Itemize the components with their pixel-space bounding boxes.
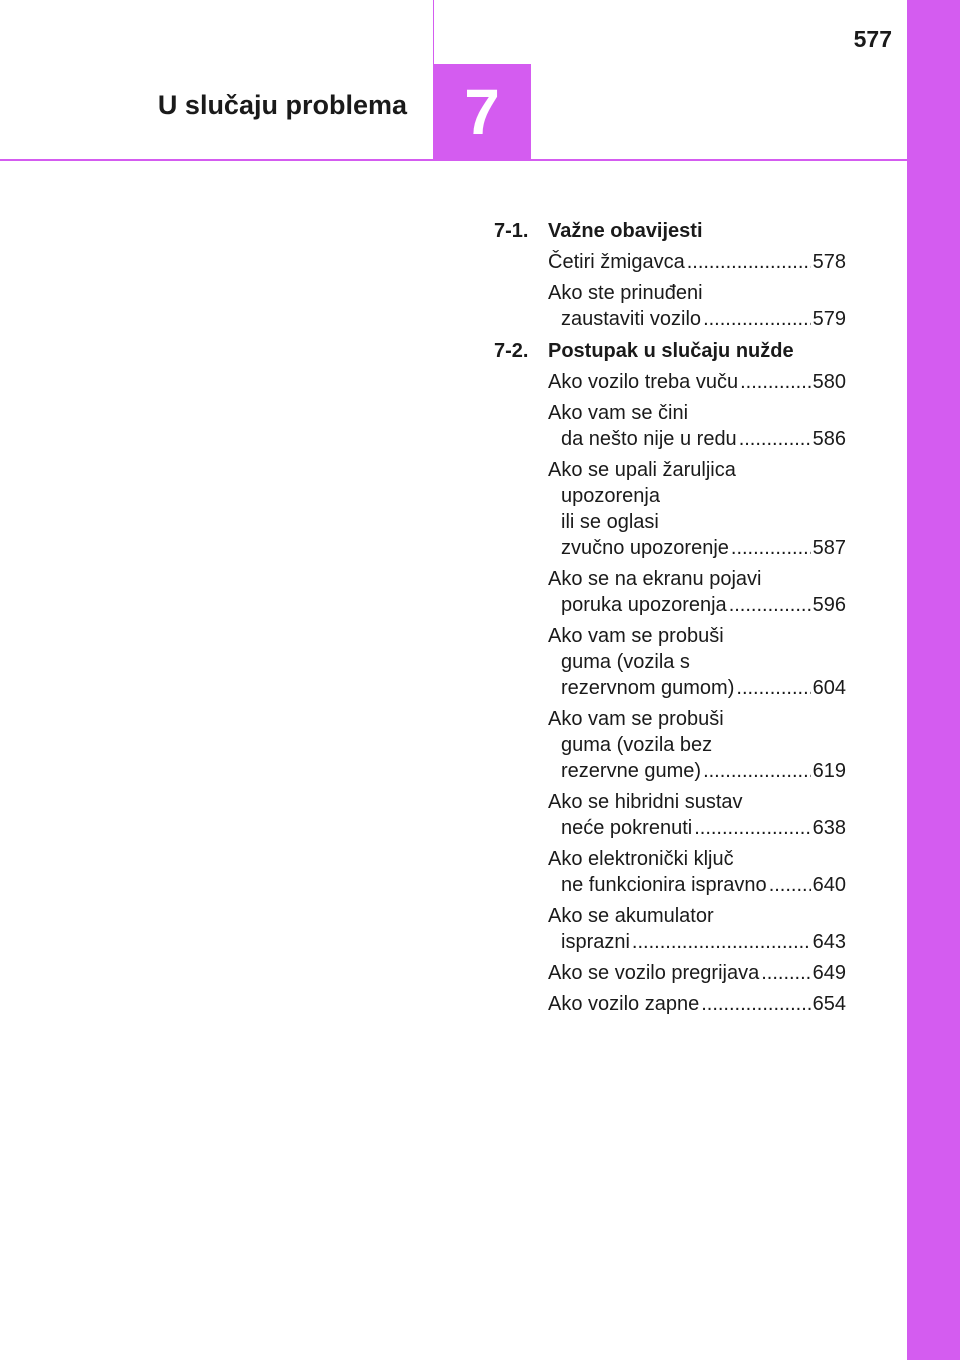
- toc-entry-line: [548, 929, 846, 955]
- toc-entry-page: 586: [812, 428, 846, 450]
- toc-entry[interactable]: [548, 903, 846, 955]
- toc-entry-page: 604: [812, 677, 846, 699]
- toc-leader-dots: [739, 426, 811, 452]
- toc-entry-page: 579: [812, 308, 846, 330]
- toc-entry-line: [548, 815, 846, 841]
- toc-entry[interactable]: [548, 249, 846, 275]
- toc-entry-text: Ako vam se čini: [548, 402, 689, 424]
- toc-entry[interactable]: [548, 400, 846, 452]
- toc-section: [494, 338, 846, 1017]
- toc-entry-line: [548, 249, 846, 275]
- header-divider: [433, 0, 434, 64]
- toc-entry-page: 643: [812, 931, 846, 953]
- toc-entry-text: Ako vam se probuši: [548, 708, 724, 730]
- toc-entry-page: 654: [812, 993, 846, 1015]
- toc-entry-line: [548, 400, 846, 426]
- toc-section-title: Postupak u slučaju nužde: [548, 340, 794, 362]
- toc-entry[interactable]: [548, 789, 846, 841]
- toc-entry[interactable]: [548, 991, 846, 1017]
- toc-entry-text: Ako ste prinuđeni: [548, 282, 703, 304]
- toc-leader-dots: [769, 872, 811, 898]
- toc-entry-page: 619: [812, 760, 846, 782]
- toc-section-heading: [494, 338, 846, 364]
- table-of-contents: [494, 218, 846, 1023]
- watermark: carmanualsonline.info: [645, 1324, 850, 1347]
- toc-leader-dots: [731, 535, 811, 561]
- toc-entry[interactable]: [548, 846, 846, 898]
- toc-leader-dots: [687, 249, 811, 275]
- toc-leader-dots: [736, 675, 810, 701]
- toc-entry[interactable]: [548, 623, 846, 701]
- toc-entry[interactable]: [548, 369, 846, 395]
- toc-entry-page: 596: [812, 594, 846, 616]
- toc-entry-text: rezervnom gumom): [561, 677, 735, 699]
- toc-section-title: Važne obavijesti: [548, 220, 703, 242]
- toc-entry-line: [548, 846, 846, 872]
- toc-entry[interactable]: [548, 706, 846, 784]
- chapter-title: U slučaju problema: [157, 90, 407, 120]
- toc-entry-line: [548, 566, 846, 592]
- toc-entry-page: 640: [812, 874, 846, 896]
- toc-entry[interactable]: [548, 960, 846, 986]
- toc-entry-text: zaustaviti vozilo: [561, 308, 702, 330]
- toc-entry-text: rezervne gume): [561, 760, 702, 782]
- toc-entry-text: ne funkcionira ispravno: [561, 874, 767, 896]
- toc-entry[interactable]: [548, 280, 846, 332]
- toc-entry-text: neće pokrenuti: [561, 817, 693, 839]
- toc-entry-text: Ako se na ekranu pojavi: [548, 568, 762, 590]
- toc-entry-line: [548, 706, 846, 732]
- toc-entry-text: zvučno upozorenje: [561, 537, 729, 559]
- toc-entry-text: Ako se vozilo pregrijava: [548, 962, 760, 984]
- toc-entry-line: [548, 280, 846, 306]
- toc-entry-text: guma (vozila bez: [561, 734, 713, 756]
- toc-entry-text: Ako se upali žaruljica: [548, 459, 736, 481]
- toc-leader-dots: [703, 306, 811, 332]
- toc-entry-line: [548, 509, 846, 535]
- toc-entry-line: [548, 426, 846, 452]
- toc-entry-page: 580: [812, 371, 846, 393]
- toc-entry-text: Ako vozilo treba vuču: [548, 371, 739, 393]
- toc-leader-dots: [632, 929, 811, 955]
- toc-entry-text: ili se oglasi: [561, 511, 659, 533]
- toc-section-number: 7-1.: [494, 220, 529, 242]
- toc-leader-dots: [740, 369, 811, 395]
- toc-leader-dots: [729, 592, 811, 618]
- chapter-number-badge: 7: [433, 64, 531, 161]
- toc-entry-line: [548, 592, 846, 618]
- toc-entry-text: Ako elektronički ključ: [548, 848, 734, 870]
- toc-entry-line: [548, 903, 846, 929]
- toc-entry-text: Ako se hibridni sustav: [548, 791, 743, 813]
- toc-entry-line: [548, 675, 846, 701]
- toc-leader-dots: [703, 758, 811, 784]
- toc-entry-page: 638: [812, 817, 846, 839]
- toc-entry-text: da nešto nije u redu: [561, 428, 737, 450]
- toc-entry-line: [548, 872, 846, 898]
- toc-entry-page: 578: [812, 251, 846, 273]
- toc-section-heading: [494, 218, 846, 244]
- toc-entry[interactable]: [548, 457, 846, 561]
- toc-entry-text: Ako se akumulator: [548, 905, 714, 927]
- toc-section: [494, 218, 846, 332]
- toc-entry-line: [548, 369, 846, 395]
- toc-entry-line: [548, 306, 846, 332]
- toc-leader-dots: [761, 960, 810, 986]
- toc-section-number: 7-2.: [494, 340, 529, 362]
- toc-entry-line: [548, 535, 846, 561]
- toc-entry-line: [548, 649, 846, 675]
- toc-entry-line: [548, 457, 846, 483]
- toc-leader-dots: [694, 815, 810, 841]
- toc-entry-text: upozorenja: [561, 485, 660, 507]
- toc-entry-text: isprazni: [561, 931, 630, 953]
- toc-entry-line: [548, 789, 846, 815]
- toc-leader-dots: [701, 991, 810, 1017]
- toc-entry[interactable]: [548, 566, 846, 618]
- toc-entry-text: poruka upozorenja: [561, 594, 727, 616]
- toc-entry-text: guma (vozila s: [561, 651, 690, 673]
- toc-entry-line: [548, 960, 846, 986]
- toc-entry-page: 649: [812, 962, 846, 984]
- toc-entry-text: Ako vam se probuši: [548, 625, 724, 647]
- page-number: 577: [853, 26, 892, 52]
- toc-entry-page: 587: [812, 537, 846, 559]
- toc-entry-line: [548, 732, 846, 758]
- toc-entry-line: [548, 758, 846, 784]
- chapter-side-tab: [907, 0, 960, 1360]
- toc-entry-text: Ako vozilo zapne: [548, 993, 700, 1015]
- toc-entry-line: [548, 991, 846, 1017]
- toc-entry-line: [548, 623, 846, 649]
- toc-entry-text: Četiri žmigavca: [548, 251, 685, 273]
- toc-entry-line: [548, 483, 846, 509]
